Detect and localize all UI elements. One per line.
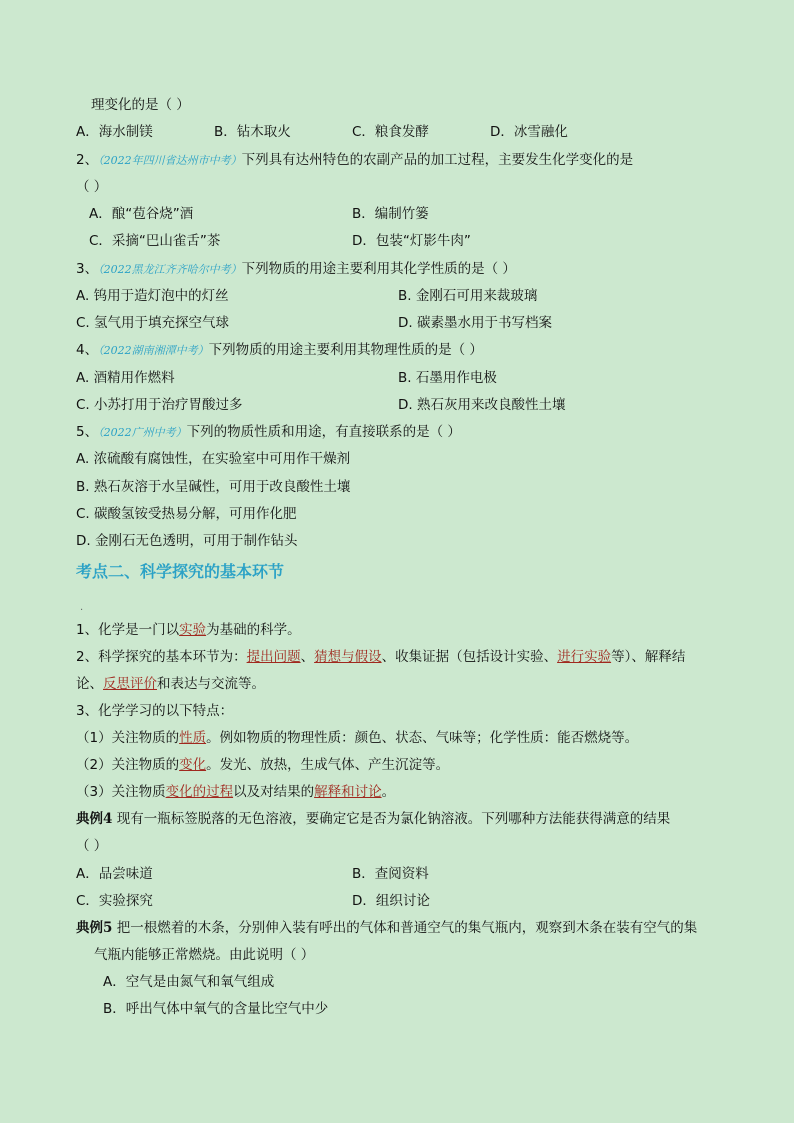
q4-option-c: C. 小苏打用于治疗胃酸过多 (76, 397, 243, 413)
text: （3）关注物质 (76, 784, 166, 800)
example4-option-c: C．实验探究 (76, 893, 153, 909)
example5-option-b: B．呼出气体中氧气的含量比空气中少 (103, 1001, 329, 1017)
keyword-change: 变化 (179, 757, 207, 773)
q5-stem: 下列的物质性质和用途，有直接联系的是（ ） (186, 424, 461, 440)
q4-option-b: B. 石墨用作电极 (398, 370, 497, 386)
q2-option-d: D．包装“灯影牛肉” (352, 233, 471, 249)
section-heading: 考点二、科学探究的基本环节 (76, 562, 285, 581)
text: 等）、解释结 (611, 649, 686, 665)
text: 、收集证据（包括设计实验、 (381, 649, 558, 665)
q4-stem-line (76, 340, 483, 361)
example5-stem: 把一根燃着的木条，分别伸入装有呼出的气体和普通空气的集气瓶内，观察到木条在装有空气的集 (116, 920, 698, 936)
q4-option-a: A. 酒精用作燃料 (76, 370, 175, 386)
text: 为基础的科学。 (206, 622, 301, 638)
q2-number: 2、 (76, 152, 99, 168)
example5-label: 典例5 (76, 920, 113, 936)
q5-number: 5、 (76, 424, 99, 440)
q5-option-d: D. 金刚石无色透明，可用于制作钻头 (76, 533, 298, 549)
q2-paren: （ ） (76, 179, 108, 195)
keyword-hypothesis: 猜想与假设 (314, 649, 382, 665)
text: 论、 (76, 676, 103, 692)
q5-source: （2022广州中考） (98, 426, 187, 439)
section2-point-2 (76, 647, 685, 667)
q4-stem: 下列物质的用途主要利用其物理性质的是（ ） (208, 342, 483, 358)
keyword-experiment: 实验 (179, 622, 207, 638)
text: 1、化学是一门以 (76, 622, 180, 638)
q2-option-a: A．酿“苞谷烧”酒 (89, 206, 194, 222)
section2-item-1 (76, 728, 638, 748)
text: （1）关注物质的 (76, 730, 180, 746)
keyword-raise-question: 提出问题 (246, 649, 301, 665)
q3-number: 3、 (76, 261, 99, 277)
keyword-reflection: 反思评价 (103, 676, 157, 692)
q1-option-b: B．钻木取火 (214, 124, 291, 140)
q3-stem: 下列物质的用途主要利用其化学性质的是（ ） (241, 261, 516, 277)
text: 。例如物质的物理性质：颜色、状态、气味等；化学性质：能否燃烧等。 (206, 730, 639, 746)
example4-label: 典例4 (76, 811, 113, 827)
q4-number: 4、 (76, 342, 99, 358)
section2-point-2-cont (76, 674, 265, 694)
example4-stem: 现有一瓶标签脱落的无色溶液，要确定它是否为氯化钠溶液。下列哪种方法能获得满意的结果 (116, 811, 671, 827)
q4-source: （2022湖南湘潭中考） (98, 344, 209, 357)
text: 、 (300, 649, 315, 665)
text: 2、科学探究的基本环节为： (76, 649, 247, 665)
section2-point-3: 3、化学学习的以下特点： (76, 703, 234, 719)
q3-option-c: C. 氢气用于填充探空气球 (76, 315, 230, 331)
q5-option-c: C. 碳酸氢铵受热易分解，可用作化肥 (76, 506, 297, 522)
text: （2）关注物质的 (76, 757, 180, 773)
example5-option-a: A．空气是由氮气和氧气组成 (103, 974, 275, 990)
q4-option-d: D. 熟石灰用来改良酸性土壤 (398, 397, 566, 413)
section2-item-2 (76, 755, 449, 775)
q2-option-c: C．采摘“巴山雀舌”茶 (89, 233, 221, 249)
text: 以及对结果的 (233, 784, 315, 800)
q1-option-c: C．粮食发酵 (352, 124, 429, 140)
paragraph-mark: . (80, 602, 84, 613)
text: 。 (381, 784, 396, 800)
keyword-discussion: 解释和讨论 (314, 784, 382, 800)
example4-option-b: B．查阅资料 (352, 866, 429, 882)
q1-option-a: A．海水制镁 (76, 124, 153, 140)
keyword-property: 性质 (179, 730, 207, 746)
section2-item-3 (76, 782, 395, 802)
keyword-process: 变化的过程 (165, 784, 234, 800)
section2-point-1 (76, 620, 301, 640)
q5-option-b: B. 熟石灰溶于水呈碱性，可用于改良酸性土壤 (76, 479, 351, 495)
text: 。发光、放热，生成气体、产生沉淀等。 (206, 757, 450, 773)
example4-option-a: A．品尝味道 (76, 866, 153, 882)
example4-option-d: D．组织讨论 (352, 893, 430, 909)
q2-option-b: B．编制竹篓 (352, 206, 429, 222)
keyword-do-experiment: 进行实验 (557, 649, 612, 665)
q3-option-d: D. 碳素墨水用于书写档案 (398, 315, 552, 331)
example5-stem-line (76, 918, 697, 938)
example4-paren: （ ） (76, 838, 108, 854)
q5-option-a: A. 浓硫酸有腐蚀性，在实验室中可用作干燥剂 (76, 451, 351, 467)
q3-option-a: A. 钨用于造灯泡中的灯丝 (76, 288, 229, 304)
q2-source: （2022年四川省达州市中考） (98, 154, 242, 167)
q2-stem-line (76, 150, 633, 171)
q5-stem-line (76, 422, 461, 443)
q1-stem: 理变化的是（ ） (91, 97, 190, 113)
example5-stem-cont: 气瓶内能够正常燃烧。由此说明（ ） (94, 947, 315, 963)
q3-stem-line (76, 259, 516, 280)
q3-option-b: B. 金刚石可用来裁玻璃 (398, 288, 538, 304)
q1-option-d: D．冰雪融化 (490, 124, 568, 140)
q3-source: （2022黑龙江齐齐哈尔中考） (98, 263, 242, 276)
text: 和表达与交流等。 (157, 676, 265, 692)
q2-stem: 下列具有达州特色的农副产品的加工过程，主要发生化学变化的是 (241, 152, 634, 168)
example4-stem-line (76, 809, 670, 829)
